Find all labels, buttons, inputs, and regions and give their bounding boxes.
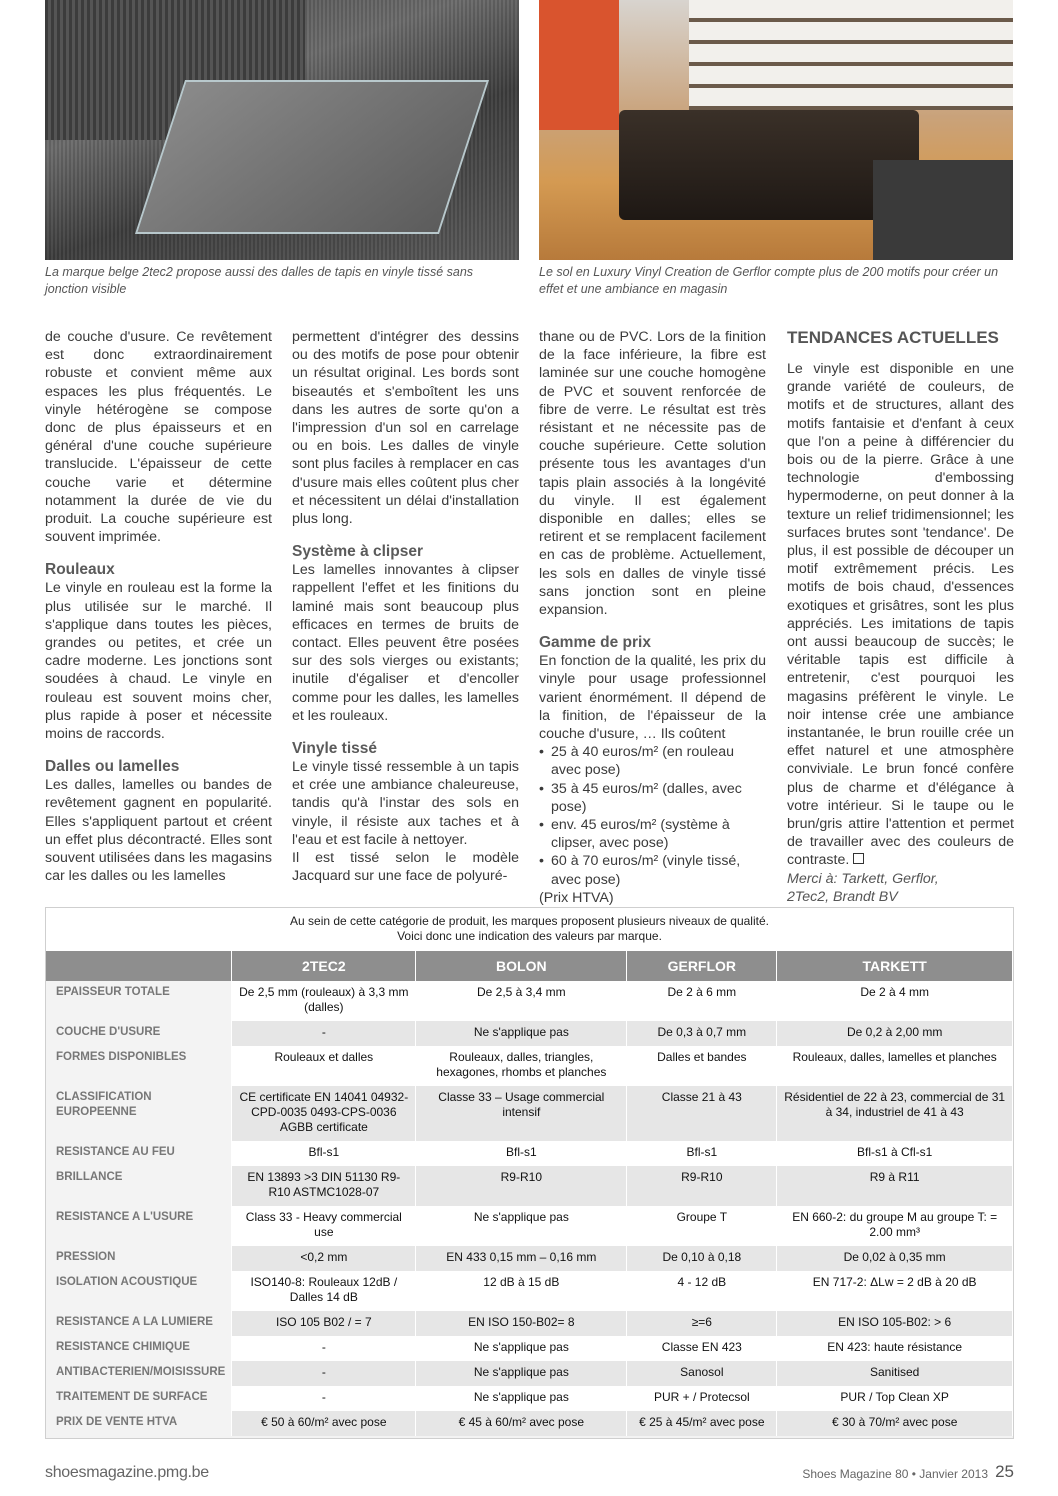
paragraph: Il est tissé selon le modèle Jacquard sur une face de polyuré-: [292, 850, 519, 885]
table-cell: ISO140-8: Rouleaux 12dB / Dalles 14 dB: [232, 1271, 416, 1311]
table-row: [46, 981, 1013, 1021]
row-label: ISOLATION ACOUSTIQUE: [46, 1271, 232, 1311]
table-cell: EN 423: haute résistance: [777, 1336, 1013, 1361]
table-cell: Bfl-s1: [627, 1141, 777, 1166]
table-cell: ISO 105 B02 / = 7: [232, 1311, 416, 1336]
table-cell: <0,2 mm: [232, 1246, 416, 1271]
footer-website: shoesmagazine.pmg.be: [45, 1464, 209, 1481]
table-cell: EN ISO 105-B02: > 6: [777, 1311, 1013, 1336]
table-row: [46, 1166, 1013, 1206]
heading-tendances: TENDANCES ACTUELLES: [787, 328, 999, 347]
table-cell: 12 dB à 15 dB: [416, 1271, 627, 1311]
table-row: [46, 1271, 1013, 1311]
table-row: [46, 1311, 1013, 1336]
vinyl-tile: [135, 80, 489, 234]
article-column-3: [539, 328, 766, 907]
table-intro: Au sein de cette catégorie de produit, les marques proposent plusieurs niveaux de qualité. Voici donc une indication des valeurs par marque.: [46, 908, 1013, 951]
table-row: [46, 1046, 1013, 1086]
article-column-4: [787, 328, 1014, 906]
photo-gerflor-shop: [539, 0, 1013, 260]
table-row: [46, 1206, 1013, 1246]
table-cell: Ne s'applique pas: [416, 1336, 627, 1361]
table-cell: ≥=6: [627, 1311, 777, 1336]
row-label: TRAITEMENT DE SURFACE: [46, 1386, 232, 1411]
table-cell: De 2 à 6 mm: [627, 981, 777, 1021]
header-cell: TARKETT: [777, 951, 1013, 981]
table-cell: PUR + / Protecsol: [627, 1386, 777, 1411]
price-item: • 60 à 70 euros/m² (vinyle tissé, avec pose): [539, 852, 766, 888]
table-cell: De 2,5 mm (rouleaux) à 3,3 mm (dalles): [232, 981, 416, 1021]
red-wall: [539, 0, 619, 130]
table-cell: De 2 à 4 mm: [777, 981, 1013, 1021]
article-column-2: [292, 328, 519, 885]
row-label: CLASSIFICATION EUROPEENNE: [46, 1086, 232, 1141]
table-cell: R9-R10: [627, 1166, 777, 1206]
table-row: [46, 1141, 1013, 1166]
table-header-row: [46, 951, 1013, 981]
table-cell: CE certificate EN 14041 04932-CPD-0035 0493-CPS-0036 AGBB certificate: [232, 1086, 416, 1141]
table-cell: Classe EN 423: [627, 1336, 777, 1361]
heading-tisse: Vinyle tissé: [292, 740, 378, 758]
row-label: RESISTANCE A L'USURE: [46, 1206, 232, 1246]
table-cell: De 0,10 à 0,18: [627, 1246, 777, 1271]
row-label: RESISTANCE CHIMIQUE: [46, 1336, 232, 1361]
row-label: ANTIBACTERIEN/MOISISSURE: [46, 1361, 232, 1386]
caption-left: La marque belge 2tec2 propose aussi des dalles de tapis en vinyle tissé sans jonction visible: [45, 265, 474, 296]
dark-floor: [873, 160, 1013, 260]
paragraph: thane ou de PVC. Lors de la finition de la face inférieure, la fibre est laminée sur une couche homogène de PVC et souvent renforcée de fibre de verre. Le résultat est très résistant et ne nécessite pas de couche supérieure. Cette solution présente tous les avantages d'un tapis plain associés à la longévité du vinyle. Il est également disponible en dalles; elles se retirent et se remplacent facilement en cas de problème. Actuellement, les sols en dalles de vinyle tissé sans jonction sont en pleine expansion.: [539, 329, 766, 619]
table-cell: Bfl-s1: [416, 1141, 627, 1166]
page-number: 25: [995, 1462, 1014, 1481]
table-cell: -: [232, 1386, 416, 1411]
header-cell: 2TEC2: [232, 951, 416, 981]
row-label: EPAISSEUR TOTALE: [46, 981, 232, 1021]
table-cell: € 25 à 45/m² avec pose: [627, 1411, 777, 1436]
price-item: • 25 à 40 euros/m² (en rouleau avec pose): [539, 743, 766, 779]
heading-clipser: Système à clipser: [292, 543, 423, 561]
table-cell: R9-R10: [416, 1166, 627, 1206]
paragraph: (Prix HTVA): [539, 889, 614, 906]
thanks-line: Merci à: Tarkett, Gerflor,: [787, 870, 939, 887]
heading-prix: Gamme de prix: [539, 634, 651, 652]
table-cell: -: [232, 1336, 416, 1361]
table-cell: EN 660-2: du groupe M au groupe T: = 2.00 mm³: [777, 1206, 1013, 1246]
row-label: PRIX DE VENTE HTVA: [46, 1411, 232, 1436]
table-cell: Ne s'applique pas: [416, 1361, 627, 1386]
caption-right: Le sol en Luxury Vinyl Creation de Gerflor compte plus de 200 motifs pour créer un effet et une ambiance en magasin: [539, 265, 999, 296]
photo-2tec2-carpet-tile: [45, 0, 519, 260]
table-cell: PUR / Top Clean XP: [777, 1386, 1013, 1411]
table-cell: Ne s'applique pas: [416, 1206, 627, 1246]
paragraph: Les dalles, lamelles ou bandes de revêtement gagnent en popularité. Elles s'appliquent partout et créent un effet plus décontracté. Elles sont souvent utilisées dans les magasins car les dalles ou les lamelles: [45, 777, 272, 885]
table-row: [46, 1386, 1013, 1411]
table-cell: EN 13893 >3 DIN 51130 R9-R10 ASTMC1028-07: [232, 1166, 416, 1206]
table-cell: € 45 à 60/m² avec pose: [416, 1411, 627, 1436]
table-row: [46, 1361, 1013, 1386]
row-label: RESISTANCE AU FEU: [46, 1141, 232, 1166]
table-row: [46, 1021, 1013, 1046]
table-cell: EN ISO 150-B02= 8: [416, 1311, 627, 1336]
table-row: [46, 1086, 1013, 1141]
table-cell: Class 33 - Heavy commercial use: [232, 1206, 416, 1246]
paragraph: Le vinyle est disponible en une grande variété de couleurs, de motifs et de structures, allant des motifs fantaisie et d'enfant à ceux que l'on a peine à différencier du bois ou de la pierre. Grâce à une technologie d'embossing hypermoderne, on peut donner à la texture un relief tridimensionnel; les surfaces brutes sont 'tendance'. De plus, il est possible de découper un motif extrêmement précis. Les motifs de bois chaud, d'essences exotiques et grisâtres, sont les plus appréciés. Les imitations de tapis ont aussi beaucoup de succès; le véritable tapis est difficile à entretenir, c'est pourquoi les magasins préfèrent le vinyle. Le noir intense crée une ambiance instantanée, le brun rouille crée un effet naturel et une atmosphère conviviale. Le brun foncé confère plus de charme et d'élégance à votre intérieur. Si le taupe ou le brun/gris attire l'attention et permet de travailler avec des couleurs de contraste.: [787, 361, 1014, 869]
table-cell: De 0,02 à 0,35 mm: [777, 1246, 1013, 1271]
table-cell: EN 717-2: ΔLw = 2 dB à 20 dB: [777, 1271, 1013, 1311]
table-cell: -: [232, 1361, 416, 1386]
thanks-line: 2Tec2, Brandt BV: [787, 888, 898, 905]
shoe-shelves: [689, 0, 1013, 110]
table-cell: Rouleaux, dalles, triangles, hexagones, rhombs et planches: [416, 1046, 627, 1086]
table-row: [46, 1336, 1013, 1361]
table-cell: Sanitised: [777, 1361, 1013, 1386]
table-cell: Résidentiel de 22 à 23, commercial de 31 à 34, industriel de 41 à 43: [777, 1086, 1013, 1141]
price-item: • 35 à 45 euros/m² (dalles, avec pose): [539, 780, 766, 816]
price-list: [539, 743, 766, 889]
table-cell: 4 - 12 dB: [627, 1271, 777, 1311]
footer-magazine: Shoes Magazine 80 • Janvier 2013: [802, 1467, 988, 1481]
brand-table: [46, 951, 1013, 1436]
header-cell: [46, 951, 232, 981]
table-cell: Classe 21 à 43: [627, 1086, 777, 1141]
table-cell: -: [232, 1021, 416, 1046]
row-label: RESISTANCE A LA LUMIERE: [46, 1311, 232, 1336]
comparison-table: [45, 907, 1014, 1439]
table-cell: De 2,5 à 3,4 mm: [416, 981, 627, 1021]
table-cell: Groupe T: [627, 1206, 777, 1246]
table-row: [46, 1246, 1013, 1271]
header-cell: BOLON: [416, 951, 627, 981]
row-label: FORMES DISPONIBLES: [46, 1046, 232, 1086]
table-cell: De 0,3 à 0,7 mm: [627, 1021, 777, 1046]
price-item: • env. 45 euros/m² (système à clipser, avec pose): [539, 816, 766, 852]
table-cell: EN 433 0,15 mm – 0,16 mm: [416, 1246, 627, 1271]
heading-rouleaux: Rouleaux: [45, 561, 115, 579]
table-cell: Dalles et bandes: [627, 1046, 777, 1086]
heading-dalles: Dalles ou lamelles: [45, 758, 180, 776]
row-label: COUCHE D'USURE: [46, 1021, 232, 1046]
table-cell: Bfl-s1 à Cfl-s1: [777, 1141, 1013, 1166]
paragraph: permettent d'intégrer des dessins ou des motifs de pose pour obtenir un résultat original. Les bords sont biseautés et s'emboîtent les uns dans les autres de sorte qu'on a l'impression d'un sol en carrelage ou en bois. Les dalles de vinyle sont plus faciles à remplacer en cas d'usure mais elles coûtent plus cher et nécessitent un délai d'installation plus long.: [292, 329, 519, 528]
table-cell: Ne s'applique pas: [416, 1386, 627, 1411]
table-row: [46, 1411, 1013, 1436]
table-cell: De 0,2 à 2,00 mm: [777, 1021, 1013, 1046]
paragraph: Le vinyle tissé ressemble à un tapis et crée une ambiance chaleureuse, tandis qu'à l'instar des sols en vinyle, il résiste aux taches et à l'eau et est facile à nettoyer.: [292, 759, 519, 848]
table-cell: Bfl-s1: [232, 1141, 416, 1166]
end-mark-icon: [853, 853, 864, 864]
paragraph: En fonction de la qualité, les prix du vinyle pour usage professionnel varient énormément. Il dépend de la finition, de l'épaisseur de la couche d'usure, … Ils coûtent: [539, 653, 766, 743]
article-column-1: [45, 328, 272, 885]
table-cell: € 50 à 60/m² avec pose: [232, 1411, 416, 1436]
row-label: BRILLANCE: [46, 1166, 232, 1206]
paragraph: de couche d'usure. Ce revêtement est donc extraordinairement robuste et convient même aux espaces les plus fréquentés. Le vinyle hétérogène se compose donc de plus épaisseurs et en général d'une couche supérieure translucide. L'épaisseur de cette couche varie et détermine notamment la durée de vie du produit. La couche supérieure est souvent imprimée.: [45, 329, 272, 546]
table-cell: Ne s'applique pas: [416, 1021, 627, 1046]
table-cell: R9 à R11: [777, 1166, 1013, 1206]
header-cell: GERFLOR: [627, 951, 777, 981]
paragraph: Les lamelles innovantes à clipser rappellent l'effet et les finitions du laminé mais sont beaucoup plus efficaces en termes de bruits de contact. Elles peuvent être posées sur des sols vierges ou existants; inutile d'égaliser et d'encoller comme pour les dalles, les lamelles et les rouleaux.: [292, 562, 519, 724]
table-cell: Rouleaux et dalles: [232, 1046, 416, 1086]
table-cell: Sanosol: [627, 1361, 777, 1386]
row-label: PRESSION: [46, 1246, 232, 1271]
table-cell: Classe 33 – Usage commercial intensif: [416, 1086, 627, 1141]
table-cell: Rouleaux, dalles, lamelles et planches: [777, 1046, 1013, 1086]
paragraph: Le vinyle en rouleau est la forme la plus utilisée sur le marché. Il s'applique dans toutes les pièces, grandes ou petites, et crée un cadre moderne. Les jonctions sont soudées à chaud. Le vinyle en rouleau est souvent moins cher, plus rapide à poser et nécessite moins de raccords.: [45, 580, 272, 743]
table-cell: € 30 à 70/m² avec pose: [777, 1411, 1013, 1436]
